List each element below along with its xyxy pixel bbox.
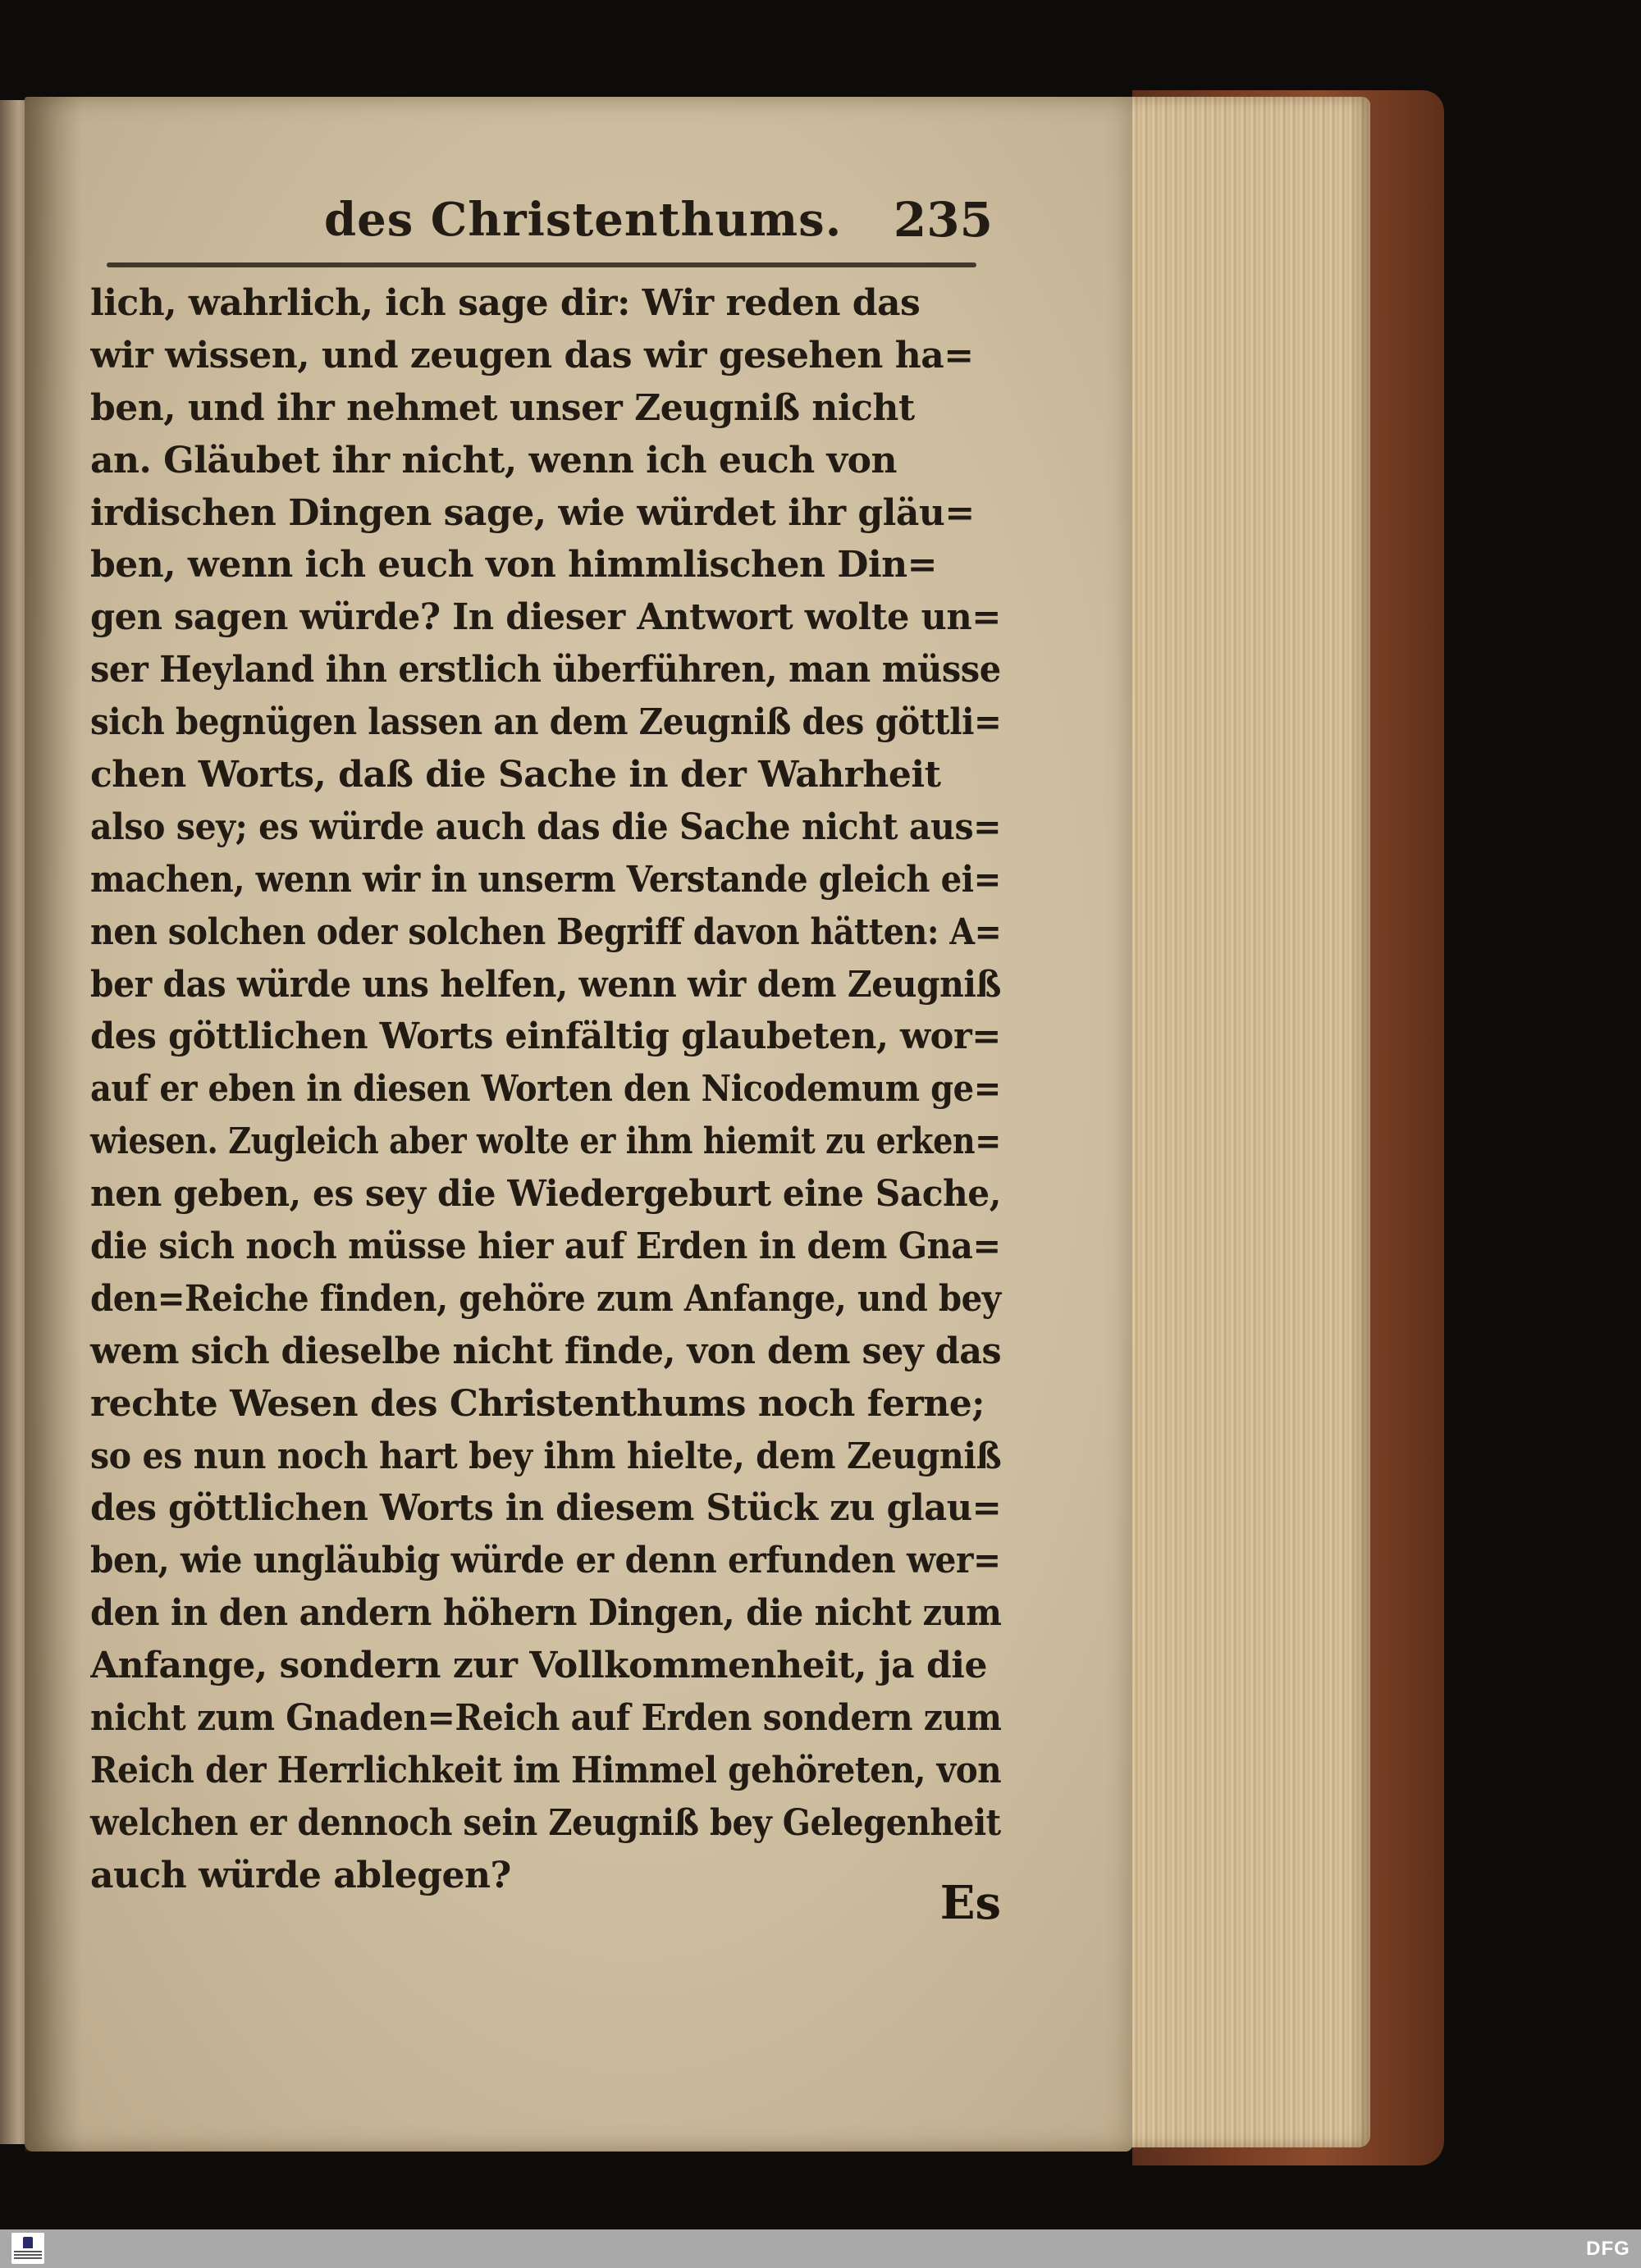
text-line: so es nun noch hart bey ihm hielte, dem Zeugniß	[90, 1435, 1002, 1477]
text-line: ben, wenn ich euch von himmlischen Din=	[90, 544, 938, 586]
text-line: Reich der Herrlichkeit im Himmel gehöreten, von	[90, 1749, 1002, 1791]
text-line: ben, und ihr nehmet unser Zeugniß nicht	[90, 386, 915, 429]
seal-caption	[14, 2251, 42, 2261]
text-line: den=Reiche finden, gehöre zum Anfange, und bey	[90, 1277, 1001, 1320]
page-number: 235	[893, 192, 993, 248]
text-line: also sey; es würde auch das die Sache nicht aus=	[90, 805, 1002, 848]
text-line: des göttlichen Worts einfältig glaubeten, wor=	[90, 1015, 1001, 1058]
text-line: ber das würde uns helfen, wenn wir dem Zeugniß	[90, 963, 1002, 1006]
page-edges	[1099, 97, 1370, 2147]
running-title: des Christenthums.	[324, 193, 843, 247]
catchword: Es	[939, 1876, 1001, 1930]
text-line: wir wissen, und zeugen das wir gesehen ha=	[90, 334, 974, 376]
text-line: nen solchen oder solchen Begriff davon hätten: A=	[90, 910, 1002, 953]
text-line: den in den andern höhern Dingen, die nicht zum	[90, 1592, 1002, 1635]
text-line: irdischen Dingen sage, wie würdet ihr gläu=	[90, 491, 975, 534]
text-line: nen geben, es sey die Wiedergeburt eine Sache,	[90, 1173, 1001, 1216]
text-line: auch würde ablegen?	[90, 1854, 511, 1896]
text-line: welchen er dennoch sein Zeugniß bey Gelegenheit	[90, 1801, 1001, 1844]
library-seal-icon	[11, 2233, 44, 2264]
text-line: an. Gläubet ihr nicht, wenn ich euch von	[90, 439, 897, 481]
text-line: Anfange, sondern zur Vollkommenheit, ja die	[90, 1645, 987, 1687]
body-text	[90, 277, 1001, 1902]
text-line: gen sagen würde? In dieser Antwort wolte un=	[90, 596, 1001, 639]
header-rule	[107, 262, 976, 267]
text-line: die sich noch müsse hier auf Erden in dem Gna=	[90, 1225, 1001, 1268]
text-line: wiesen. Zugleich aber wolte er ihm hiemit zu erken=	[90, 1120, 1001, 1163]
text-line: chen Worts, daß die Sache in der Wahrheit	[90, 754, 941, 796]
text-line: sich begnügen lassen an dem Zeugniß des göttli=	[90, 701, 1002, 744]
text-line: wem sich dieselbe nicht finde, von dem sey das	[90, 1330, 1002, 1372]
text-line: auf er eben in diesen Worten den Nicodemum ge=	[90, 1068, 1001, 1111]
text-line: rechte Wesen des Christenthums noch ferne;	[90, 1382, 985, 1425]
text-line: des göttlichen Worts in diesem Stück zu glau=	[90, 1487, 1002, 1530]
text-line: ben, wie ungläubig würde er denn erfunden wer=	[90, 1540, 1001, 1582]
text-line: lich, wahrlich, ich sage dir: Wir reden das	[90, 282, 921, 324]
viewer-footer	[0, 2229, 1641, 2268]
text-line: nicht zum Gnaden=Reich auf Erden sondern zum	[90, 1697, 1002, 1740]
seal-mark	[23, 2237, 33, 2248]
dfg-logo: DFG	[1586, 2238, 1630, 2260]
text-line: ser Heyland ihn erstlich überführen, man müsse	[90, 649, 1001, 691]
spine-shadow	[25, 97, 82, 2152]
text-line: machen, wenn wir in unserm Verstande gleich ei=	[90, 858, 1001, 901]
